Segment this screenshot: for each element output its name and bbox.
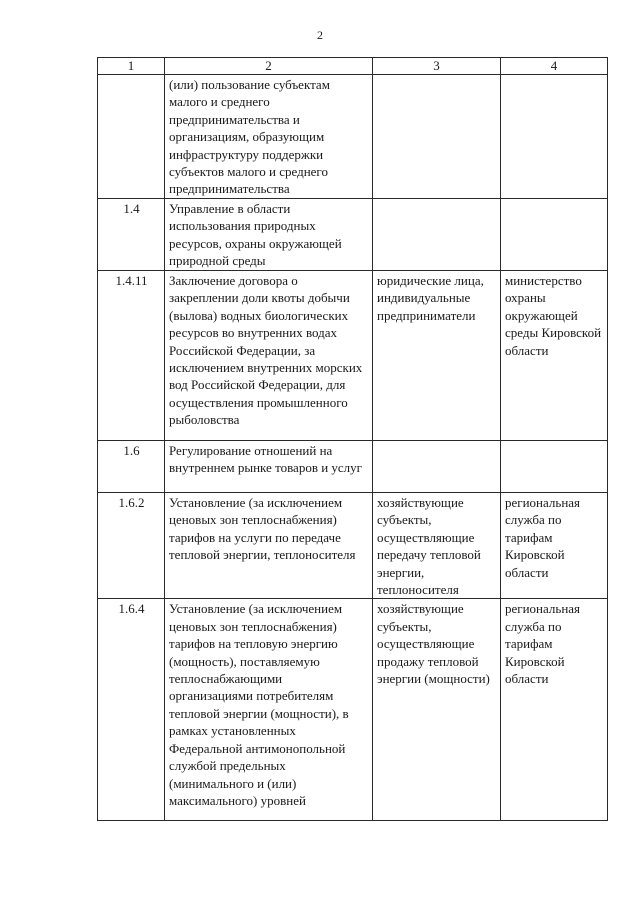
row-number: 1.4 [98,199,165,271]
service-name: (или) пользование субъектам малого и среднего предпринимательства и организациям, образующим инфраструктуру поддержки субъектов малого и среднего предпринимательства [165,75,373,199]
table-header-row [98,58,608,75]
applicant-category [373,441,501,493]
service-name: Установление (за исключением ценовых зон теплоснабжения) тарифов на услуги по передаче тепловой энергии, теплоносителя [165,493,373,599]
column-header-service: 2 [165,58,373,75]
service-name: Установление (за исключением ценовых зон теплоснабжения) тарифов на тепловую энергию (мощность), поставляемую теплоснабжающими организациями потребителям тепловой энергии (мощности), в рамках установленных Федеральной антимонопольной службой предельных (минимального и (или) максимального) уровней [165,599,373,821]
column-header-number: 1 [98,58,165,75]
service-name: Регулирование отношений на внутреннем рынке товаров и услуг [165,441,373,493]
responsible-authority: региональная служба по тарифам Кировской области [501,599,608,821]
row-number: 1.6.2 [98,493,165,599]
table-row [98,199,608,271]
row-number [98,75,165,199]
table-row [98,599,608,821]
services-table [97,57,608,821]
table-row [98,271,608,441]
applicant-category [373,199,501,271]
responsible-authority: министерство охраны окружающей среды Кировской области [501,271,608,441]
table-row [98,493,608,599]
applicant-category [373,75,501,199]
row-number: 1.4.11 [98,271,165,441]
applicant-category: хозяйствующие субъекты, осуществляющие продажу тепловой энергии (мощности) [373,599,501,821]
table-row [98,441,608,493]
service-name: Заключение договора о закреплении доли квоты добычи (вылова) водных биологических ресурсов во внутренних водах Российской Федерации, за исключением внутренних морских вод Российской Федерации, для осуществления промышленного рыболовства [165,271,373,441]
column-header-authority: 4 [501,58,608,75]
service-name: Управление в области использования природных ресурсов, охраны окружающей природной среды [165,199,373,271]
table-row [98,75,608,199]
applicant-category: хозяйствующие субъекты, осуществляющие передачу тепловой энергии, теплоносителя [373,493,501,599]
responsible-authority [501,441,608,493]
responsible-authority [501,75,608,199]
applicant-category: юридические лица, индивидуальные предприниматели [373,271,501,441]
row-number: 1.6.4 [98,599,165,821]
page-number: 2 [317,28,323,42]
row-number: 1.6 [98,441,165,493]
responsible-authority [501,199,608,271]
responsible-authority: региональная служба по тарифам Кировской области [501,493,608,599]
column-header-applicant: 3 [373,58,501,75]
